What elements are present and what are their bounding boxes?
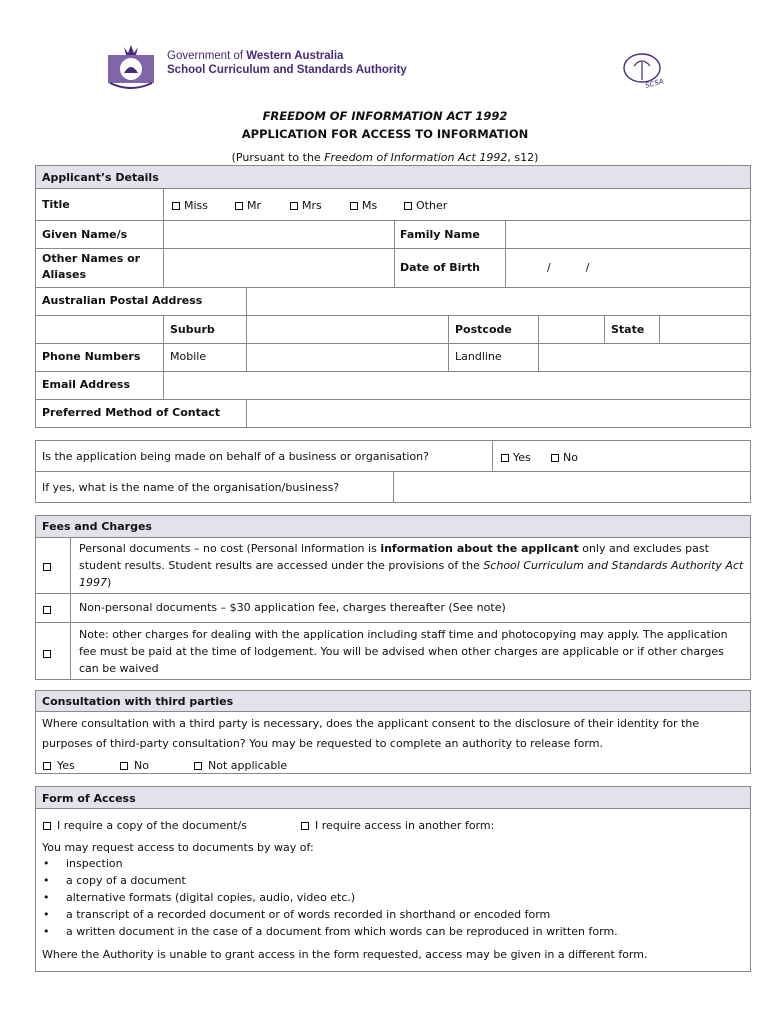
list-item: inspection (66, 857, 123, 870)
email-label: Email Address (42, 378, 131, 391)
pursuant-line: (Pursuant to the Freedom of Information Act 1992, s12) (231, 151, 539, 164)
postcode-label: Postcode (455, 323, 512, 336)
fee-personal-checkbox[interactable] (43, 560, 51, 573)
other-names-field[interactable] (164, 249, 394, 287)
business-name-field[interactable] (394, 472, 750, 502)
fee-note-text: Note: other charges for dealing with the application including staff time and photocopying may apply. The application fee must be paid at the time of lodgement. You will be advised when other charges are applicable or if other charges can be waived (79, 628, 728, 675)
wa-crest-logo (100, 43, 162, 93)
dob-label: Date of Birth (400, 261, 480, 274)
access-intro: You may request access to documents by way of: (42, 841, 314, 854)
mobile-field[interactable] (247, 344, 448, 371)
business-name-question: If yes, what is the name of the organisation/business? (42, 481, 340, 494)
title-mr[interactable]: Mr (235, 199, 261, 212)
other-names-label: Other Names or Aliases (42, 252, 141, 281)
access-copy-checkbox[interactable]: I require a copy of the document/s (43, 819, 247, 832)
phone-label: Phone Numbers (42, 350, 141, 363)
email-field[interactable] (164, 372, 750, 399)
list-item: a copy of a document (66, 874, 186, 887)
fee-note-checkbox[interactable] (43, 647, 51, 660)
section-access: Form of Access (42, 792, 136, 805)
state-label: State (611, 323, 645, 336)
title-other[interactable]: Other (404, 199, 447, 212)
landline-field[interactable] (539, 344, 750, 371)
consult-yes-checkbox[interactable]: Yes (43, 759, 75, 772)
page-title: APPLICATION FOR ACCESS TO INFORMATION (241, 127, 529, 141)
business-no-checkbox[interactable]: No (551, 451, 578, 464)
section-fees: Fees and Charges (42, 520, 152, 533)
consult-no-checkbox[interactable]: No (120, 759, 149, 772)
preferred-contact-label: Preferred Method of Contact (42, 406, 221, 419)
header-text: Government of Western Australia School Curriculum and Standards Authority (167, 50, 407, 76)
access-footer: Where the Authority is unable to grant access in the form requested, access may be given in a different form. (42, 948, 648, 961)
landline-label: Landline (455, 350, 502, 363)
consultation-text: Where consultation with a third party is necessary, does the applicant consent to the disclosure of their identity for the purposes of third-party consultation? You may be requested to complete an authority to release form. (42, 717, 700, 750)
dob-field[interactable]: / / (547, 261, 590, 274)
mobile-label: Mobile (170, 350, 207, 363)
svg-text:SCSA: SCSA (644, 77, 665, 90)
postcode-field[interactable] (539, 316, 604, 343)
postal-address-label: Australian Postal Address (42, 294, 203, 307)
list-item: alternative formats (digital copies, audio, video etc.) (66, 891, 356, 904)
fee-nonpersonal-checkbox[interactable] (43, 603, 51, 616)
preferred-contact-field[interactable] (247, 400, 750, 427)
consult-na-checkbox[interactable]: Not applicable (194, 759, 287, 772)
access-other-checkbox[interactable]: I require access in another form: (301, 819, 494, 832)
given-name-label: Given Name/s (42, 228, 128, 241)
scsa-logo (620, 50, 666, 92)
title-label: Title (42, 198, 70, 211)
list-item: a written document in the case of a document from which words can be reproduced in written form. (66, 925, 618, 938)
title-ms[interactable]: Ms (350, 199, 377, 212)
family-name-label: Family Name (400, 228, 480, 241)
given-name-field[interactable] (164, 221, 394, 248)
suburb-label: Suburb (170, 323, 215, 336)
section-applicant: Applicant’s Details (42, 171, 159, 184)
section-consultation: Consultation with third parties (42, 695, 234, 708)
fee-nonpersonal-text: Non-personal documents – $30 application fee, charges thereafter (See note) (79, 601, 506, 614)
title-mrs[interactable]: Mrs (290, 199, 322, 212)
suburb-field[interactable] (247, 316, 448, 343)
act-title: FREEDOM OF INFORMATION ACT 1992 (262, 109, 508, 123)
postal-address-field[interactable] (247, 288, 750, 315)
state-field[interactable] (660, 316, 750, 343)
family-name-field[interactable] (506, 221, 750, 248)
fee-personal-text: Personal documents – no cost (Personal information is information about the applicant only and excludes past student results. Student results are accessed under the provisions of the School Curriculum and Standards Authority Act 1997) (79, 542, 744, 589)
list-item: a transcript of a recorded document or of words recorded in shorthand or encoded form (66, 908, 551, 921)
business-question: Is the application being made on behalf of a business or organisation? (42, 450, 429, 463)
business-yes-checkbox[interactable]: Yes (501, 451, 531, 464)
title-miss[interactable]: Miss (172, 199, 208, 212)
